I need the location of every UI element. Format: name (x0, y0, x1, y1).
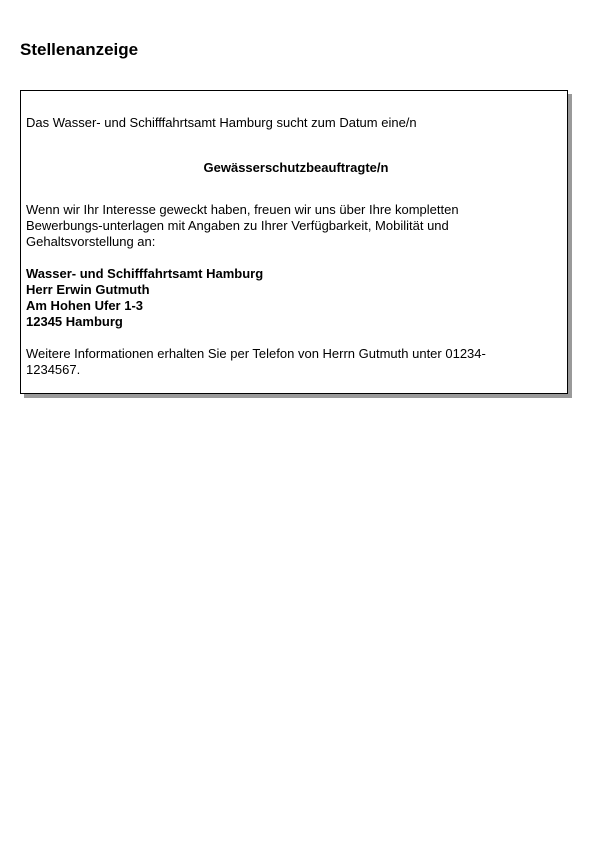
contact-line-1: Weitere Informationen erhalten Sie per Telefon von Herrn Gutmuth unter 01234- (26, 346, 486, 361)
interest-line-1: Wenn wir Ihr Interesse geweckt haben, freuen wir uns über Ihre kompletten (26, 202, 459, 217)
address-city: 12345 Hamburg (26, 314, 123, 329)
ad-intro-text: Das Wasser- und Schifffahrtsamt Hamburg sucht zum Datum eine/n (26, 115, 417, 130)
address-street: Am Hohen Ufer 1-3 (26, 298, 144, 313)
job-ad-box (20, 90, 568, 394)
ad-contact-info (26, 346, 531, 378)
interest-line-2: Bewerbungs-unterlagen mit Angaben zu Ihrer Verfügbarkeit, Mobilität und (26, 218, 449, 233)
interest-line-3: Gehaltsvorstellung an: (26, 234, 156, 249)
contact-line-2: 1234567. (26, 362, 81, 377)
job-title: Gewässerschutzbeauftragte/n (203, 160, 389, 175)
application-address (26, 266, 263, 330)
ad-interest-text (26, 202, 526, 250)
page-title: Stellenanzeige (20, 40, 139, 59)
address-contact-person: Herr Erwin Gutmuth (26, 282, 150, 297)
address-organization: Wasser- und Schifffahrtsamt Hamburg (26, 266, 264, 281)
